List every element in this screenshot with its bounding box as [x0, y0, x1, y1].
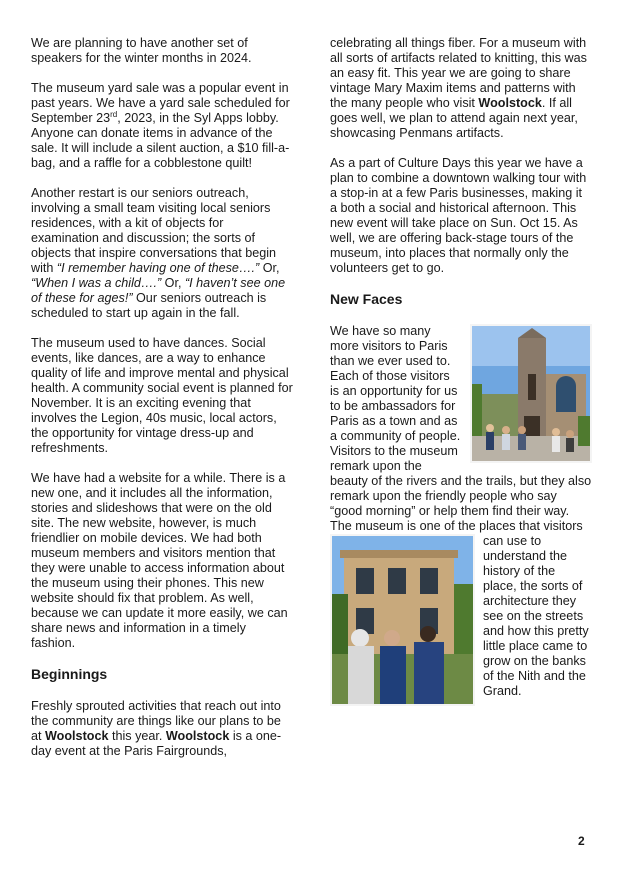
paragraph-website: We have had a website for a while. There is a new one, and it includes all the information, stories and slideshows that were on the old site. The new website, however, is much friendlier on mobile devices. We had both museum members and visitors mention that they were unable to access information about the museum using their phones. This new website should fix that problem. As well, because we can update it more easily, we can share news and information in a timely fashion.: [31, 471, 288, 650]
paragraph-seniors-outreach: Another restart is our seniors outreach, involving a small team visiting local seniors residences, with a kit of objects for examination and discussion; the sorts of objects that inspire conversations that begin with “I remember having one of these….” Or, “When I was a child….” Or, “I haven’t see one of these for ages!” Our seniors outreach is scheduled to start up again in the fall.: [31, 186, 286, 320]
heading-beginnings: Beginnings: [31, 666, 108, 682]
heritage-building-photo: [330, 534, 475, 706]
heading-new-faces: New Faces: [330, 291, 403, 307]
paragraph-fiber: celebrating all things fiber. For a museum with all sorts of artifacts related to knitting, this was an easy fit. This year we are going to share vintage Mary Maxim items and patterns with the many people who visit Woolstock. If all goes well, we plan to attend again next year, showcasing Penmans artifacts.: [330, 36, 587, 140]
paragraph-woolstock: Freshly sprouted activities that reach out into the community are things like our plans to be at Woolstock this year. Woolstock is a one-day event at the Paris Fairgrounds,: [31, 699, 282, 758]
church-tour-photo: [470, 324, 592, 463]
paragraph-culture-days: As a part of Culture Days this year we have a plan to combine a downtown walking tour with a stop-in at a few Paris businesses, making it a both a social and historical afternoon. This new event will take place on Sun. Oct 15. As well, we are offering back-stage tours of the museum, into places that normally only the volunteers get to go.: [330, 156, 587, 275]
heritage-building-photo-image: [330, 534, 475, 706]
paragraph-dances: The museum used to have dances. Social events, like dances, are a way to enhance quality of life and improve mental and physical health. A community social event is planned for November. It is an exciting evening that involves the Legion, 40s music, local actors, the opportunity for vintage dress-up and refreshments.: [31, 336, 293, 455]
new-faces-text-part2: can use to understand the history of the place, the sorts of architecture they see on the streets and how this pretty little place came to grow on the banks of the Nith and the Grand.: [483, 534, 589, 698]
paragraph-yard-sale: The museum yard sale was a popular event in past years. We have a yard sale scheduled for September 23rd, 2023, in the Syl Apps lobby. Anyone can donate items in advance of the sale. It will include a silent auction, a $10 fill-a-bag, and a raffle for a cobblestone quilt!: [31, 81, 290, 170]
right-column: [330, 36, 592, 710]
paragraph-winter-speakers: We are planning to have another set of speakers for the winter months in 2024.: [31, 36, 252, 65]
page-number: 2: [578, 834, 585, 848]
new-faces-text-part1: We have so many more visitors to Paris than we ever used to. Each of those visitors is an opportunity for us to be ambassadors for Paris as a town and as a community of people. Visitors to the museum remark upon the beauty of the rivers and the trails, but they also remark upon the friendly people who say “good morning” or help them find their way. The museum is one of the places that visitors: [330, 324, 592, 533]
left-column: [31, 36, 293, 774]
church-tour-photo-image: [470, 324, 592, 463]
